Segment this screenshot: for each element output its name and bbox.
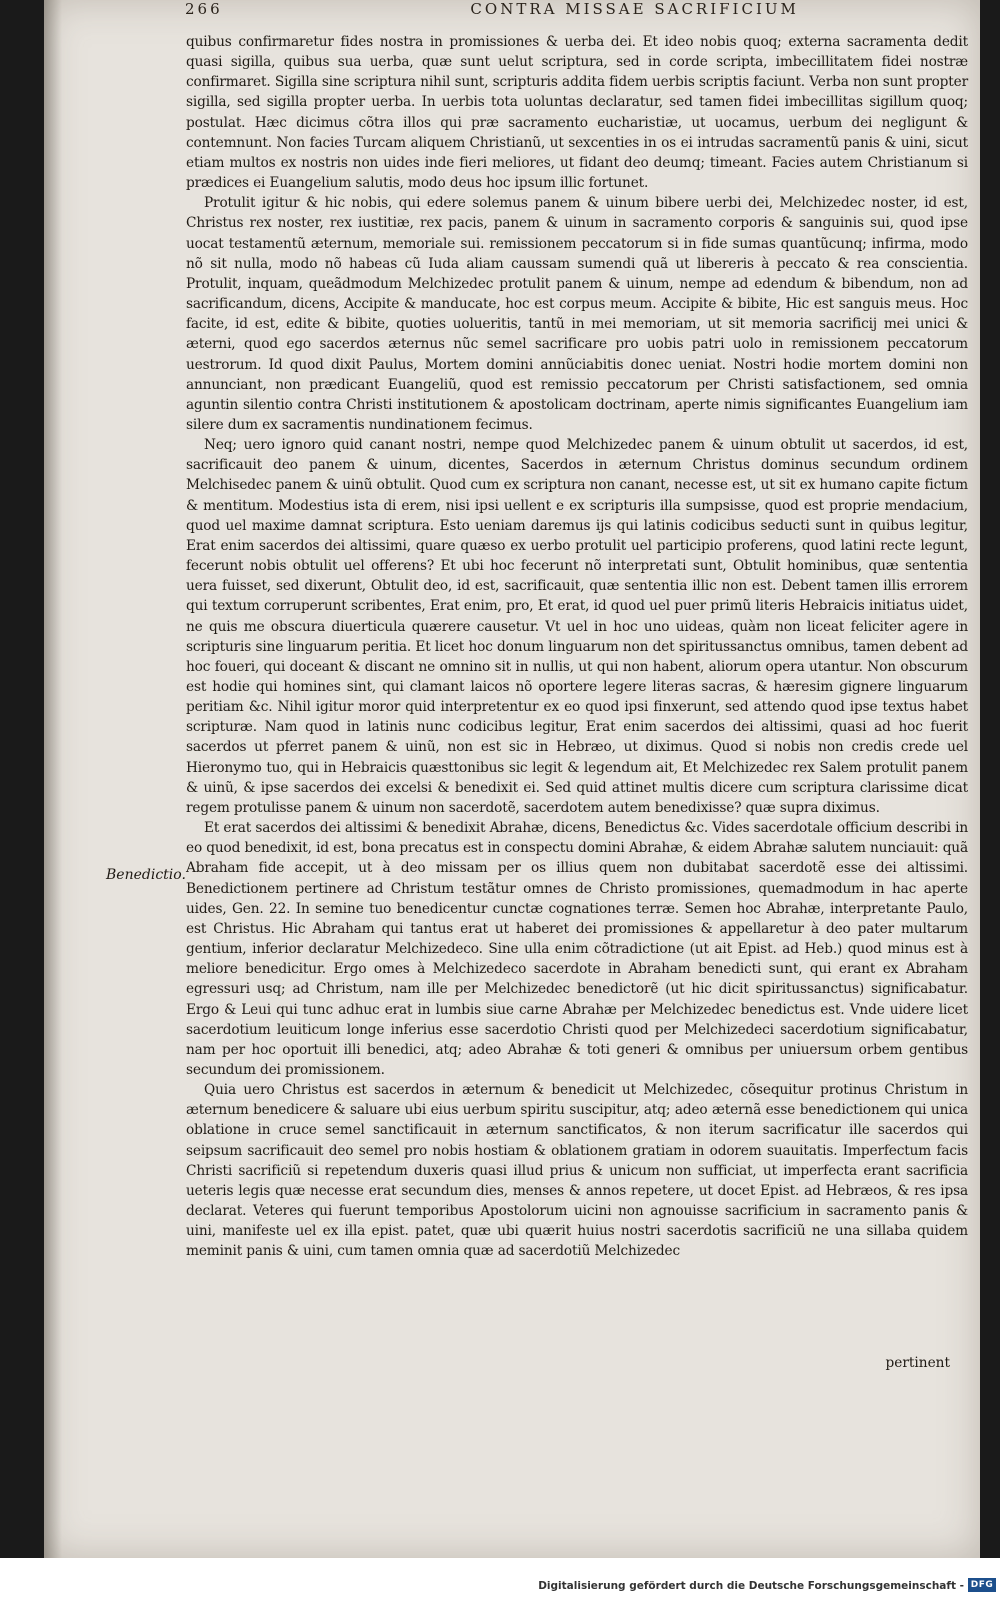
dfg-logo-icon: DFG <box>968 1578 996 1592</box>
digitization-credit: Digitalisierung gefördert durch die Deutsche Forschungsgemeinschaft - <box>538 1580 964 1592</box>
margin-note: Benedictio. <box>106 867 186 883</box>
paragraph: Et erat sacerdos dei altissimi & benedixit Abrahæ, dicens, Benedictus &c. Vides sacerdotale officium describi in eo quod benedixit, id est, bona precatus est in conspectu domini Abrahæ, & eidem Abrahæ salutem nunciauit: quã Abraham fide accepit, ut à deo missam per os illius quem non dubitabat sacerdotẽ esse dei altissimi. Benedictionem pertinere ad Christum testãtur omnes de Christo promissiones, quemadmodum in hac aperte uides, Gen. 22. In semine tuo benedicentur cunctæ cognationes terræ. Semen hoc Abrahæ, interpretante Paulo, est Christus. Hic Abraham qui tantus erat ut haberet dei promissiones & appellaretur à deo pater multarum gentium, inferior declaratur Melchizedeco. Sine ulla enim cõtradictione (ut ait Epist. ad Heb.) quod minus est à meliore benedicitur. Ergo omes à Melchizedeco sacerdote in Abraham benedicti sunt, qui erant ex Abraham egressuri usq; ad Christum, nam ille per Melchizedec benedictorẽ (ut hic dicit spiritussanctus) significabatur. Ergo & Leui qui tunc adhuc erat in lumbis siue carne Abrahæ per Melchizedec benedictus est. Vnde uidere licet sacerdotium leuiticum longe inferius esse sacerdotio Christi quod per Melchizedeci sacerdotium significabatur, nam per hoc oportuit illi benedici, atq; adeo Abrahæ & toti generi & omnibus per uniuersum orbem gentibus secundum dei promissionem. <box>186 820 968 1078</box>
page-number: 266 <box>185 0 223 18</box>
paragraph: quibus confirmaretur fides nostra in promissiones & uerba dei. Et ideo nobis quoq; externa sacramenta dedit quasi sigilla, quibus sua uerba, quæ sunt uelut scriptura, sed in corde scripta, imbecillitatem fidei nostræ confirmaret. Sigilla sine scriptura nihil sunt, scripturis addita fidem uerbis scriptis faciunt. Verba non sunt propter sigilla, sed sigilla propter uerba. In uerbis tota uoluntas declaratur, sed tamen fidei imbecillitas sigillum quoq; postulat. Hæc dicimus cõtra illos qui præ sacramento eucharistiæ, ut uocamus, uerbum dei negligunt & contemnunt. Non facies Turcam aliquem Christianũ, ut sexcenties in os ei intrudas sacramentũ panis & uini, sicut etiam multos ex nostris non uides inde fieri meliores, ut fidant deo deumq; timeant. Facies autem Christianum si prædices ei Euangelium salutis, modo deus hoc ipsum illic fortunet. <box>186 34 968 192</box>
body-text <box>186 32 968 1262</box>
running-title: CONTRA MISSAE SACRIFICIUM <box>470 0 799 18</box>
paragraph: Neq; uero ignoro quid canant nostri, nempe quod Melchizedec panem & uinum obtulit ut sacerdos, id est, sacrificauit deo panem & uinum, dicentes, Sacerdos in æternum Christus dominus secundum ordinem Melchisedec panem & uinũ obtulit. Quod cum ex scriptura non canant, necesse est, ut sit ex humano capite fictum & mentitum. Modestius ista di erem, nisi ipsi uellent e ex scripturis illa sumpsisse, quod est proprie mendacium, quod uel maxime damnat scriptura. Esto ueniam daremus ijs qui latinis codicibus seducti sunt in quibus legitur, Erat enim sacerdos dei altissimi, quare quæso ex uerbo protulit uel participio proferens, quod latini recte legunt, fecerunt nobis obtulit uel offerens? Et ubi hoc fecerunt nõ interpretati sunt, Obtulit hominibus, quæ sententia uera fuisset, sed dixerunt, Obtulit deo, id est, sacrificauit, quæ sententia illic non est. Debent tamen illis errorem qui textum corruperunt scribentes, Erat enim, pro, Et erat, id quod uel puer primũ literis Hebraicis initiatus uidet, ne quis me obscura diuerticula quærere causetur. Vt uel in hoc uno uideas, quàm non liceat feliciter agere in scripturis sine linguarum peritia. Et licet hoc donum linguarum non det spiritussanctus omnibus, tamen debent ad hoc foueri, qui doceant & discant ne omnino sit in nullis, ut qui non habent, aliorum opera utantur. Non obscurum est hodie qui homines sint, qui clamant laicos nõ oportere legere literas sacras, & hæresim gignere linguarum peritiam &c. Nihil igitur moror quid interpretentur ex eo quod ipsi finxerunt, sed attendo quod ipse textus habet scripturæ. Nam quod in latinis nunc codicibus legitur, Erat enim sacerdos dei altissimi, quasi ad hoc fuerit sacerdos ut pferret panem & uinũ, non est sic in Hebræo, ut diximus. Quod si nobis non credis crede uel Hieronymo tuo, qui in Hebraicis quæsttonibus sic legit & legendum ait, Et Melchizedec rex Salem protulit panem & uinũ, & ipse sacerdos dei excelsi & benedixit ei. Sed quid attinet multis dicere cum scriptura clarissime dicat regem protulisse panem & uinum non sacerdotẽ, sacerdotem autem benedixisse? quæ supra diximus. <box>186 437 968 816</box>
paragraph: Protulit igitur & hic nobis, qui edere solemus panem & uinum bibere uerbi dei, Melchizedec noster, id est, Christus rex noster, rex iustitiæ, rex pacis, panem & uinum in sacramento corporis & sanguinis sui, quod ipse uocat testamentũ æternum, memoriale sui. remissionem peccatorum si in fide sumas quantũcunq; infirma, modo nõ sit nulla, modo nõ habeas cũ Iuda aliam caussam sumendi quã ut libereris à peccato & rea conscientia. Protulit, inquam, queãdmodum Melchizedec protulit panem & uinum, nempe ad edendum & bibendum, non ad sacrificandum, dicens, Accipite & manducate, hoc est corpus meum. Accipite & bibite, Hic est sanguis meus. Hoc facite, id est, edite & bibite, quoties uolueritis, tantũ in mei memoriam, ut sit memoria sacrificij mei unici & æterni, quod ego sacerdos æternus nũc semel sacrificare pro uobis patri uolo in remissionem peccatorum uestrorum. Id quod dixit Paulus, Mortem domini annũciabitis donec ueniat. Nostri hodie mortem domini non annunciant, non prædicant Euangeliũ, quod est remissio peccatorum per Christi satisfactionem, sed omnia aguntin silentio contra Christi institutionem & apostolicam doctrinam, aperte nimis significantes Euangelium iam silere dum ex sacramentis nundinationem fecimus. <box>186 195 968 433</box>
paragraph: Quia uero Christus est sacerdos in æternum & benedicit ut Melchizedec, cõsequitur protinus Christum in æternum benedicere & saluare ubi eius uerbum spiritu suscipitur, atq; adeo æternã esse benedictionem qui unica oblatione in cruce semel sanctificauit in æternum sanctificatos, & non iterum sacrificatur ille sacerdos qui seipsum sacrificauit deo semel pro nobis hostiam & oblationem gratiam in odorem suauitatis. Imperfectum facis Christi sacrificiũ si repetendum duxeris quasi illud prius & unicum non sufficiat, ut imperfecta erant sacrificia ueteris legis quæ necesse erat secundum dies, menses & annos repetere, ut docet Epist. ad Hebræos, & res ipsa declarat. Veteres qui fuerunt temporibus Apostolorum uicini non agnouisse sacrificium in sacramento panis & uini, manifeste uel ex illa epist. patet, quæ ubi quærit huius nostri sacerdotis sacrificiũ ne una sillaba quidem meminit panis & uini, cum tamen omnia quæ ad sacerdotiũ Melchizedec <box>186 1082 968 1260</box>
catchword: pertinent <box>885 1355 950 1371</box>
running-head <box>185 0 965 18</box>
